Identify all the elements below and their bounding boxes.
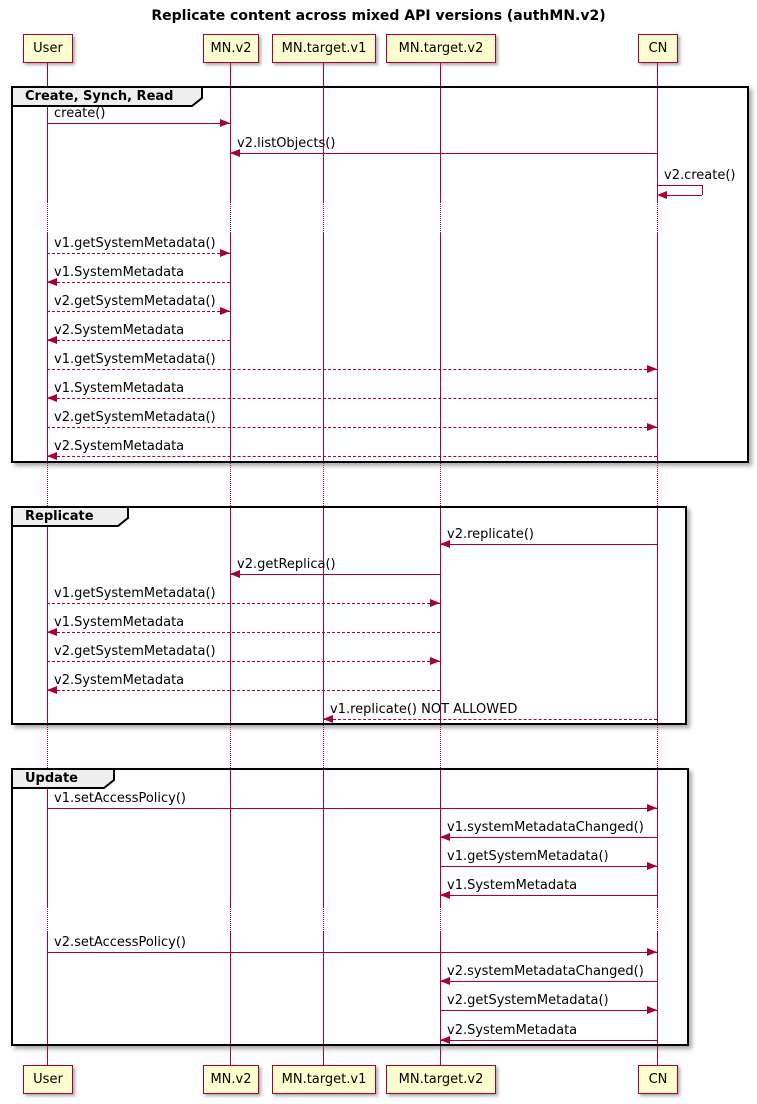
message-line	[47, 123, 230, 124]
message-label: v1.getSystemMetadata()	[54, 236, 216, 251]
participant-box-bottom-MN.target.v1: MN.target.v1	[272, 1065, 376, 1094]
participant-box-top-User: User	[23, 34, 73, 63]
message-label: v1.SystemMetadata	[447, 878, 578, 893]
participant-box-bottom-User: User	[23, 1065, 73, 1094]
message-label: v2.getSystemMetadata()	[54, 644, 216, 659]
arrowhead-icon	[220, 119, 230, 127]
participant-box-top-CN: CN	[638, 34, 678, 63]
message-line	[440, 895, 657, 896]
message-label: v1.getSystemMetadata()	[54, 586, 216, 601]
message-line	[323, 719, 657, 720]
arrowhead-icon	[430, 657, 440, 665]
self-message-loop	[657, 185, 702, 186]
message-label: v2.getSystemMetadata()	[447, 993, 609, 1008]
fragment-label: Create, Synch, Read	[25, 89, 174, 104]
self-message-loop	[702, 185, 703, 195]
message-label: v1.SystemMetadata	[54, 615, 185, 630]
participant-box-top-MN.target.v2: MN.target.v2	[386, 34, 496, 63]
arrowhead-icon	[220, 249, 230, 257]
message-line	[47, 253, 230, 254]
arrowhead-icon	[220, 307, 230, 315]
participant-box-bottom-MN.v2: MN.v2	[203, 1065, 259, 1094]
message-line	[47, 690, 440, 691]
message-label: v2.create()	[664, 168, 736, 183]
message-line	[440, 866, 657, 867]
lifeline-User	[47, 463, 48, 506]
message-label: v2.getReplica()	[237, 557, 336, 572]
message-label: v1.setAccessPolicy()	[54, 791, 187, 806]
message-label: v1.getSystemMetadata()	[447, 849, 609, 864]
arrowhead-icon	[647, 804, 657, 812]
arrowhead-icon	[647, 862, 657, 870]
message-label: v1.systemMetadataChanged()	[447, 820, 644, 835]
participant-box-top-MN.target.v1: MN.target.v1	[272, 34, 376, 63]
lifeline-MN.target.v1	[323, 725, 324, 768]
message-line	[47, 340, 230, 341]
message-label: v1.SystemMetadata	[54, 265, 185, 280]
lifeline-User	[47, 725, 48, 768]
diagram-title: Replicate content across mixed API versions (authMN.v2)	[151, 8, 606, 24]
message-label: v1.replicate() NOT ALLOWED	[330, 702, 518, 717]
message-line	[230, 574, 440, 575]
lifeline-MN.target.v1	[323, 463, 324, 506]
message-line	[47, 808, 657, 809]
message-line	[440, 544, 657, 545]
participant-box-bottom-MN.target.v2: MN.target.v2	[386, 1065, 496, 1094]
message-label: v2.SystemMetadata	[447, 1023, 578, 1038]
message-label: v2.SystemMetadata	[54, 439, 185, 454]
message-label: v2.replicate()	[447, 527, 534, 542]
message-line	[47, 952, 657, 953]
message-line	[47, 603, 440, 604]
fragment-label: Update	[25, 771, 78, 786]
message-label: v2.systemMetadataChanged()	[447, 964, 644, 979]
message-line	[47, 661, 440, 662]
message-label: create()	[54, 106, 106, 121]
message-line	[47, 282, 230, 283]
message-line	[47, 369, 657, 370]
self-message-loop	[667, 195, 702, 196]
message-label: v1.getSystemMetadata()	[54, 352, 216, 367]
message-label: v2.getSystemMetadata()	[54, 294, 216, 309]
arrowhead-icon	[647, 365, 657, 373]
message-line	[440, 837, 657, 838]
participant-box-top-MN.v2: MN.v2	[203, 34, 259, 63]
lifeline-MN.v2	[230, 463, 231, 506]
message-line	[440, 1010, 657, 1011]
fragment-label: Replicate	[25, 509, 94, 524]
arrowhead-icon	[430, 599, 440, 607]
message-label: v2.SystemMetadata	[54, 673, 185, 688]
arrowhead-icon	[647, 948, 657, 956]
message-label: v2.setAccessPolicy()	[54, 935, 187, 950]
message-line	[47, 427, 657, 428]
lifeline-MN.v2	[230, 725, 231, 768]
message-label: v2.listObjects()	[237, 136, 336, 151]
lifeline-CN	[657, 463, 658, 506]
lifeline-MN.target.v2	[440, 725, 441, 768]
message-label: v2.getSystemMetadata()	[54, 410, 216, 425]
arrowhead-icon	[657, 191, 667, 199]
message-line	[47, 398, 657, 399]
message-line	[440, 981, 657, 982]
lifeline-CN	[657, 725, 658, 768]
lifeline-MN.target.v2	[440, 463, 441, 506]
message-label: v1.SystemMetadata	[54, 381, 185, 396]
message-label: v2.SystemMetadata	[54, 323, 185, 338]
message-line	[47, 632, 440, 633]
arrowhead-icon	[647, 423, 657, 431]
message-line	[230, 153, 657, 154]
message-line	[47, 456, 657, 457]
message-line	[440, 1040, 657, 1041]
participant-box-bottom-CN: CN	[638, 1065, 678, 1094]
arrowhead-icon	[647, 1006, 657, 1014]
message-line	[47, 311, 230, 312]
